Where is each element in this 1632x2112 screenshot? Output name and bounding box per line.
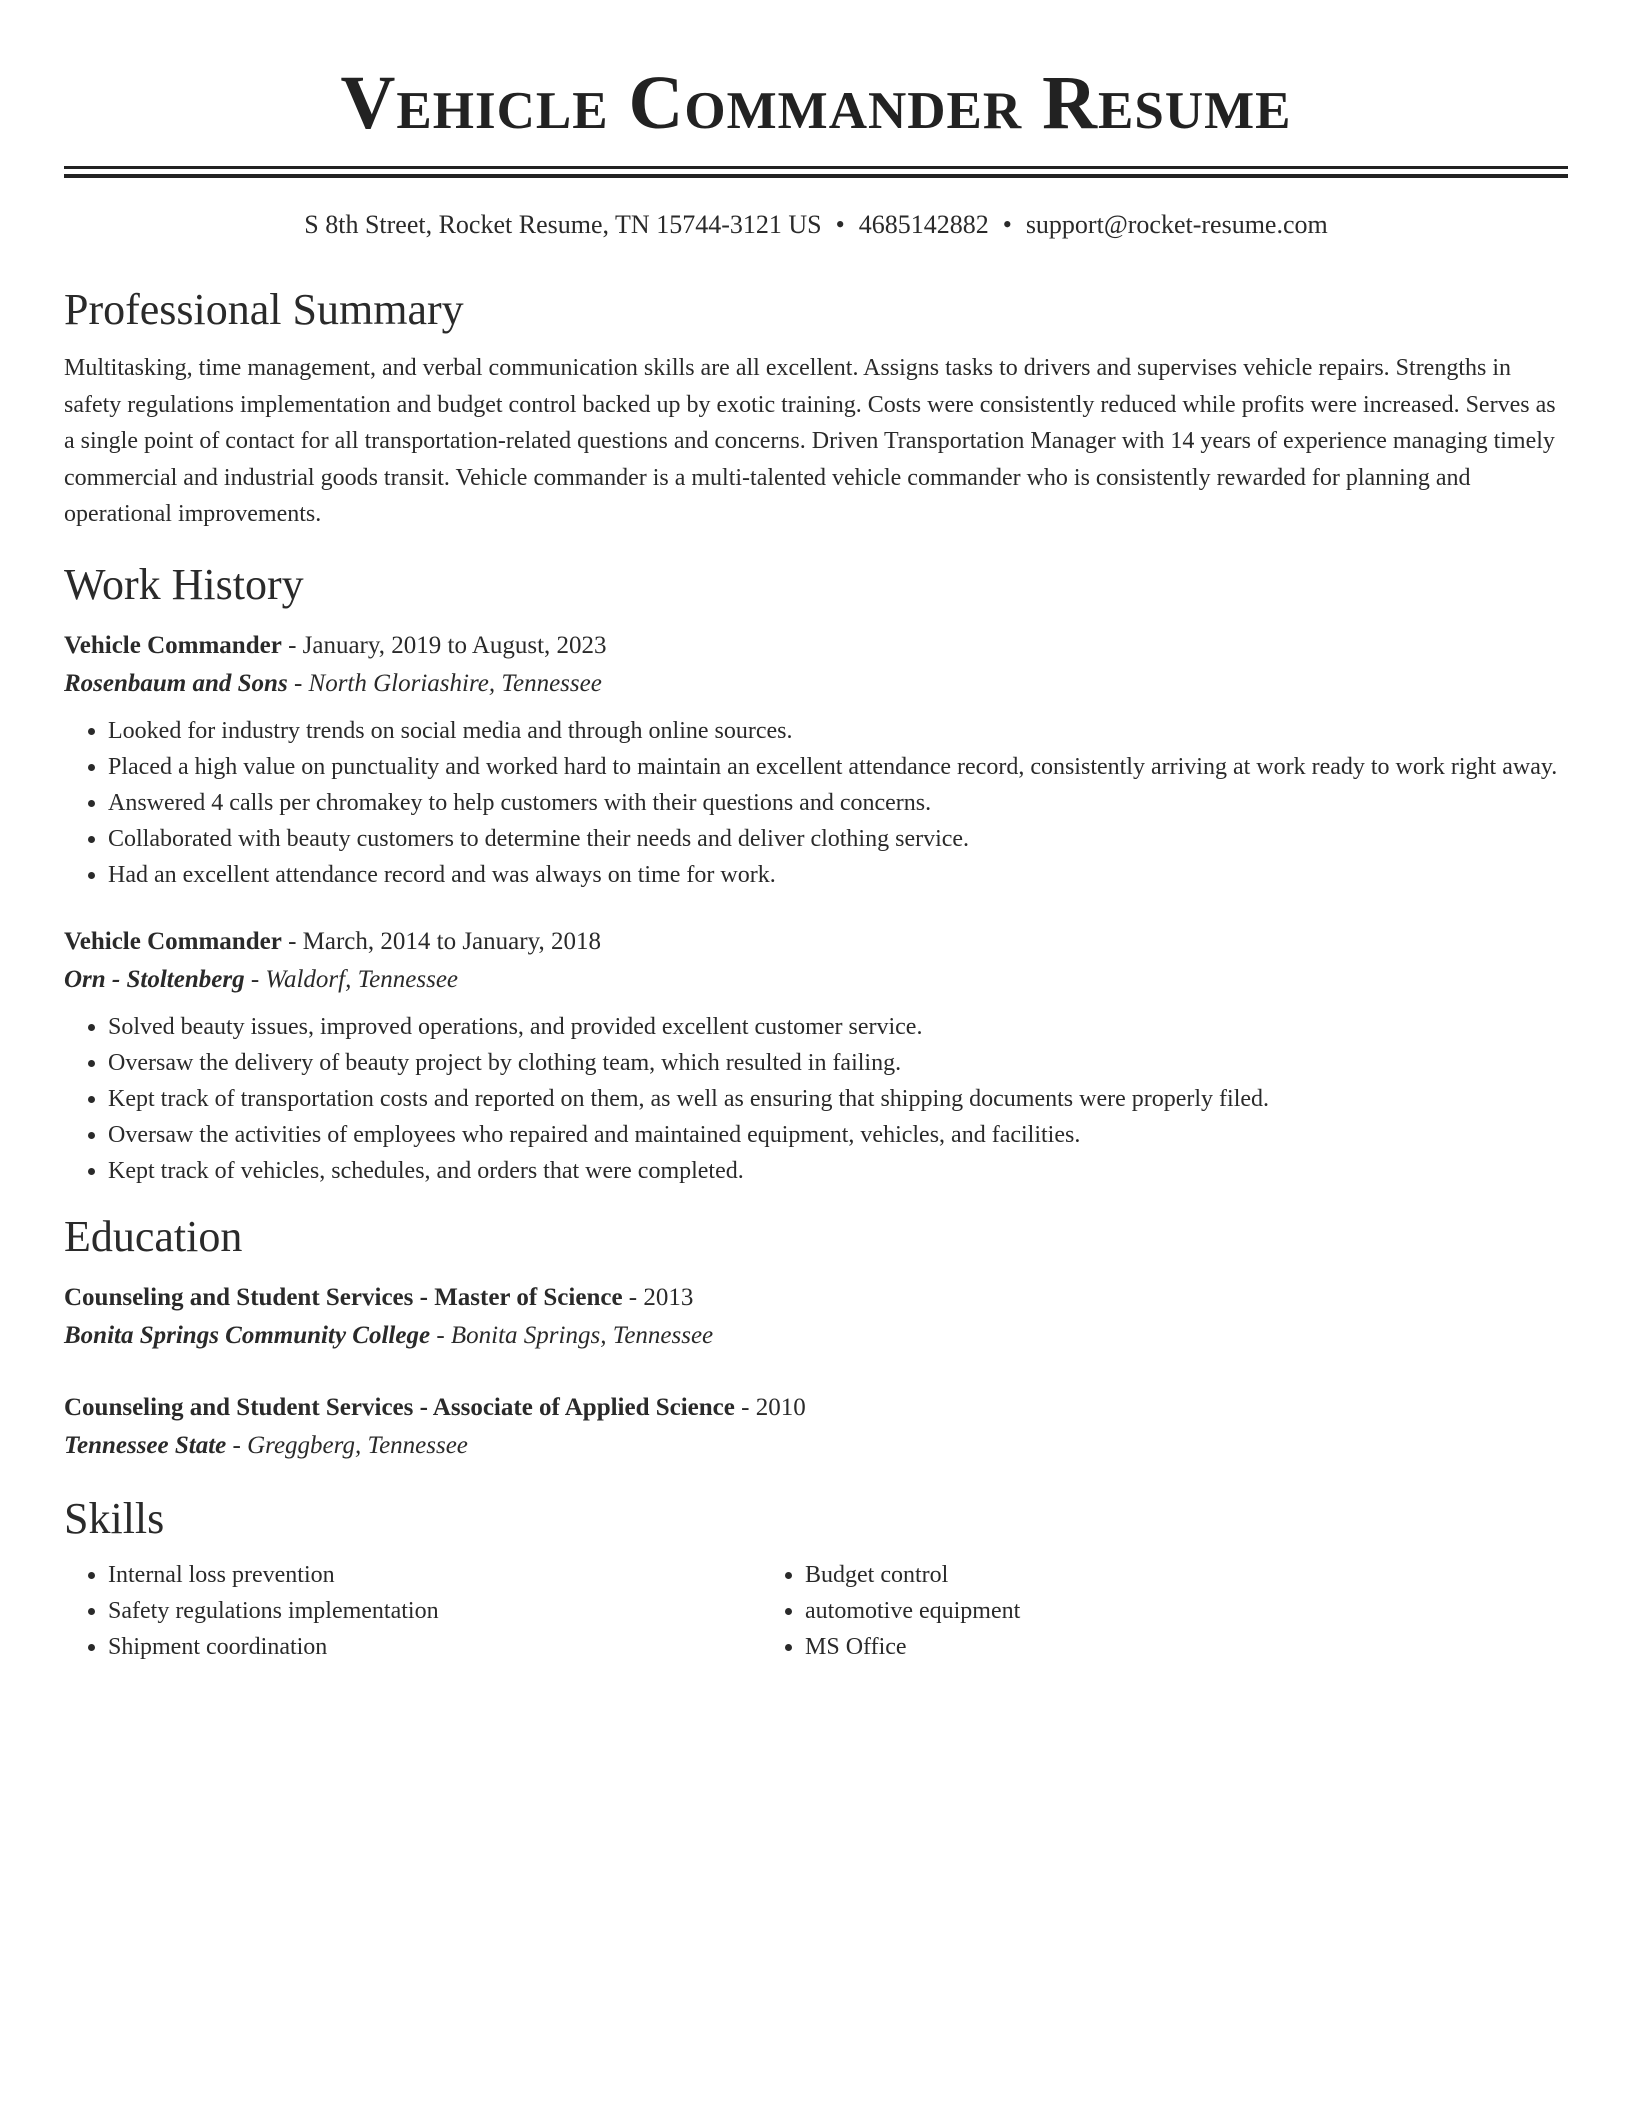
job-title-line bbox=[64, 627, 1568, 665]
title-divider bbox=[64, 166, 1568, 178]
degree-name: Counseling and Student Services - Associate of Applied Science bbox=[64, 1393, 735, 1421]
degree-line bbox=[64, 1279, 1568, 1317]
job-title: Vehicle Commander bbox=[64, 631, 282, 659]
skill-item: • MS Office bbox=[805, 1629, 1458, 1665]
job-entry bbox=[64, 627, 1568, 893]
job-duty-item: • Placed a high value on punctuality and worked hard to maintain an excellent attendance record, consistently arriving at work ready to work right away. bbox=[108, 749, 1568, 785]
job-duties-list bbox=[64, 713, 1568, 893]
school-name: Tennessee State bbox=[64, 1431, 227, 1459]
job-location: - North Gloriashire, Tennessee bbox=[287, 669, 602, 697]
job-duty-item: • Solved beauty issues, improved operations, and provided excellent customer service. bbox=[108, 1009, 1568, 1045]
job-company-line bbox=[64, 665, 1568, 703]
job-duty-item: • Oversaw the activities of employees who repaired and maintained equipment, vehicles, and facilities. bbox=[108, 1117, 1568, 1153]
job-dates: - March, 2014 to January, 2018 bbox=[281, 927, 601, 955]
education-entry bbox=[64, 1279, 1568, 1355]
job-title-line bbox=[64, 923, 1568, 961]
contact-separator: • bbox=[835, 210, 845, 239]
summary-text: Multitasking, time management, and verbal communication skills are all excellent. Assigns tasks to drivers and supervises vehicle repairs. Strengths in safety regulations implementation and budget control backed up by exotic training. Costs were consistently reduced while profits were increased. Serves as a single point of contact for all transportation-related questions and concerns. Driven Transportation Manager with 14 years of experience managing timely commercial and industrial goods transit. Vehicle commander is a multi-talented vehicle commander who is consistently rewarded for planning and operational improvements. bbox=[64, 355, 1556, 527]
school-line bbox=[64, 1427, 1568, 1465]
job-duty-item: • Kept track of transportation costs and reported on them, as well as ensuring that shipping documents were properly filed. bbox=[108, 1081, 1568, 1117]
degree-line bbox=[64, 1389, 1568, 1427]
job-title: Vehicle Commander bbox=[64, 927, 282, 955]
skill-item: • Shipment coordination bbox=[108, 1629, 761, 1665]
job-duty-item: • Had an excellent attendance record and was always on time for work. bbox=[108, 857, 1568, 893]
skills-heading: Skills bbox=[64, 1493, 165, 1543]
work-history-heading: Work History bbox=[64, 559, 304, 609]
skill-item: • Budget control bbox=[805, 1557, 1458, 1593]
job-dates: - January, 2019 to August, 2023 bbox=[281, 631, 607, 659]
job-duty-item: • Collaborated with beauty customers to determine their needs and deliver clothing service. bbox=[108, 821, 1568, 857]
job-duties-list bbox=[64, 1009, 1568, 1189]
skill-item: • Internal loss prevention bbox=[108, 1557, 761, 1593]
job-duty-item: • Oversaw the delivery of beauty project by clothing team, which resulted in failing. bbox=[108, 1045, 1568, 1081]
contact-separator: • bbox=[1002, 210, 1012, 239]
skills-list-right bbox=[761, 1557, 1458, 1665]
school-location: - Bonita Springs, Tennessee bbox=[430, 1321, 714, 1349]
skill-item: • automotive equipment bbox=[805, 1593, 1458, 1629]
skills-list-left bbox=[64, 1557, 761, 1665]
education-entry bbox=[64, 1389, 1568, 1465]
contact-line bbox=[64, 208, 1568, 242]
degree-year: - 2013 bbox=[622, 1283, 694, 1311]
job-duty-item: • Answered 4 calls per chromakey to help customers with their questions and concerns. bbox=[108, 785, 1568, 821]
degree-year: - 2010 bbox=[734, 1393, 806, 1421]
summary-heading: Professional Summary bbox=[64, 285, 464, 334]
skills-grid bbox=[64, 1557, 1568, 1665]
skill-item: • Safety regulations implementation bbox=[108, 1593, 761, 1629]
contact-email: support@rocket-resume.com bbox=[1025, 210, 1328, 239]
school-location: - Greggberg, Tennessee bbox=[226, 1431, 468, 1459]
contact-phone: 4685142882 bbox=[858, 210, 989, 239]
job-location: - Waldorf, Tennessee bbox=[244, 965, 459, 993]
job-entry bbox=[64, 923, 1568, 1189]
degree-name: Counseling and Student Services - Master of Science bbox=[64, 1283, 623, 1311]
job-duty-item: • Kept track of vehicles, schedules, and orders that were completed. bbox=[108, 1153, 1568, 1189]
school-line bbox=[64, 1317, 1568, 1355]
job-company-line bbox=[64, 961, 1568, 999]
job-duty-item: • Looked for industry trends on social media and through online sources. bbox=[108, 713, 1568, 749]
contact-address: S 8th Street, Rocket Resume, TN 15744-3121 US bbox=[304, 210, 822, 239]
education-heading: Education bbox=[64, 1211, 243, 1261]
job-company: Orn - Stoltenberg bbox=[64, 965, 245, 993]
resume-title: Vehicle Commander Resume bbox=[340, 61, 1292, 145]
job-company: Rosenbaum and Sons bbox=[64, 669, 288, 697]
school-name: Bonita Springs Community College bbox=[64, 1321, 431, 1349]
